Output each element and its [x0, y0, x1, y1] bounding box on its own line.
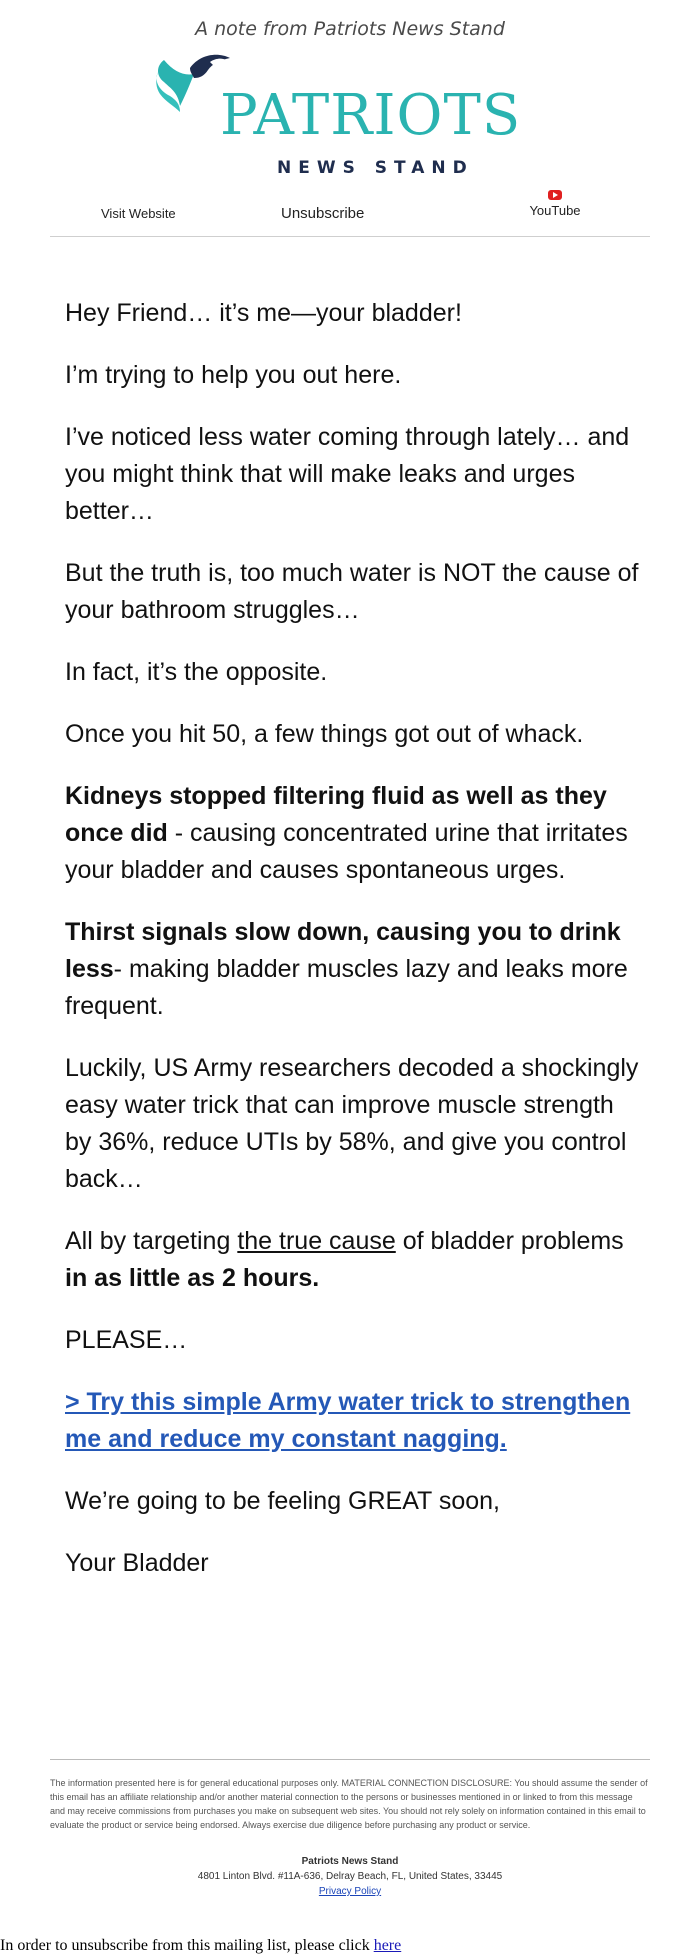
true-cause-pre: All by targeting — [65, 1227, 238, 1255]
brand-name: PATRIOTS — [220, 83, 522, 148]
paragraph-5: In fact, it’s the opposite. — [65, 658, 328, 686]
unsubscribe-notice-text: In order to unsubscribe from this mailing list, please click — [0, 1937, 374, 1954]
paragraph-kidneys — [65, 778, 645, 889]
thirst-rest: - making bladder muscles lazy and leaks more frequent. — [65, 955, 628, 1020]
company-name: Patriots News Stand — [301, 1856, 399, 1867]
paragraph-closing: We’re going to be feeling GREAT soon, — [65, 1487, 500, 1515]
header-nav — [50, 186, 650, 237]
paragraph-6: Once you hit 50, a few things got out of whack. — [65, 720, 584, 748]
brand-logo[interactable] — [150, 48, 550, 183]
visit-website-link[interactable]: Visit Website — [101, 206, 176, 221]
youtube-link[interactable] — [525, 190, 585, 218]
cta-link[interactable]: > Try this simple Army water trick to strengthen me and reduce my constant nagging. — [65, 1388, 631, 1453]
true-cause-mid: of bladder problems — [395, 1227, 624, 1255]
paragraph-army: Luckily, US Army researchers decoded a shockingly easy water trick that can improve muscle strength by 36%, reduce UTIs by 58%, and give you control back… — [65, 1054, 639, 1193]
privacy-policy-link[interactable]: Privacy Policy — [318, 1886, 382, 1897]
paragraph-thirst — [65, 914, 645, 1025]
paragraph-true-cause — [65, 1223, 645, 1297]
signature: Your Bladder — [65, 1549, 209, 1577]
true-cause-bold: in as little as 2 hours. — [65, 1264, 320, 1292]
disclaimer-text: The information presented here is for general educational purposes only. MATERIAL CONNECTION DISCLOSURE: You should assume the sender of this email has an affiliate relationship and/or another material connection to the persons or businesses mentioned in or linked to from this message and may receive commissions from purchases you make on subsequent web sites. You should not rely solely on information contained in this email to evaluate the product or service being endorsed. Always exercise due diligence before purchasing any product or service. — [50, 1778, 648, 1830]
thirst-bold: Thirst signals slow down, causing you to drink less — [65, 918, 621, 983]
youtube-icon — [548, 190, 562, 200]
youtube-label: YouTube — [529, 203, 581, 218]
kidneys-rest: - causing concentrated urine that irritates your bladder and causes spontaneous urges. — [65, 819, 628, 884]
tagline: A note from Patriots News Stand — [195, 18, 505, 40]
kidneys-bold: Kidneys stopped filtering fluid as well as they once did — [65, 782, 607, 847]
company-address: 4801 Linton Blvd. #11A-636, Delray Beach, FL, United States, 33445 — [197, 1871, 503, 1882]
unsubscribe-here-link[interactable]: here — [373, 1937, 402, 1954]
eagle-logo-icon — [150, 48, 230, 128]
paragraph-please: PLEASE… — [65, 1326, 188, 1354]
unsubscribe-link[interactable]: Unsubscribe — [281, 205, 365, 222]
paragraph-4: But the truth is, too much water is NOT the cause of your bathroom struggles… — [65, 559, 639, 624]
footer — [50, 1759, 650, 1899]
email-body — [65, 295, 645, 1607]
paragraph-2: I’m trying to help you out here. — [65, 361, 402, 389]
address-block — [50, 1854, 650, 1899]
paragraph-greeting: Hey Friend… it’s me—your bladder! — [65, 299, 462, 327]
paragraph-cta — [65, 1384, 645, 1458]
brand-subtitle: NEWS STAND — [277, 158, 474, 178]
unsubscribe-notice — [0, 1937, 401, 1955]
true-cause-link[interactable]: the true cause — [237, 1227, 396, 1255]
paragraph-3: I’ve noticed less water coming through lately… and you might think that will make leaks and urges better… — [65, 423, 630, 525]
